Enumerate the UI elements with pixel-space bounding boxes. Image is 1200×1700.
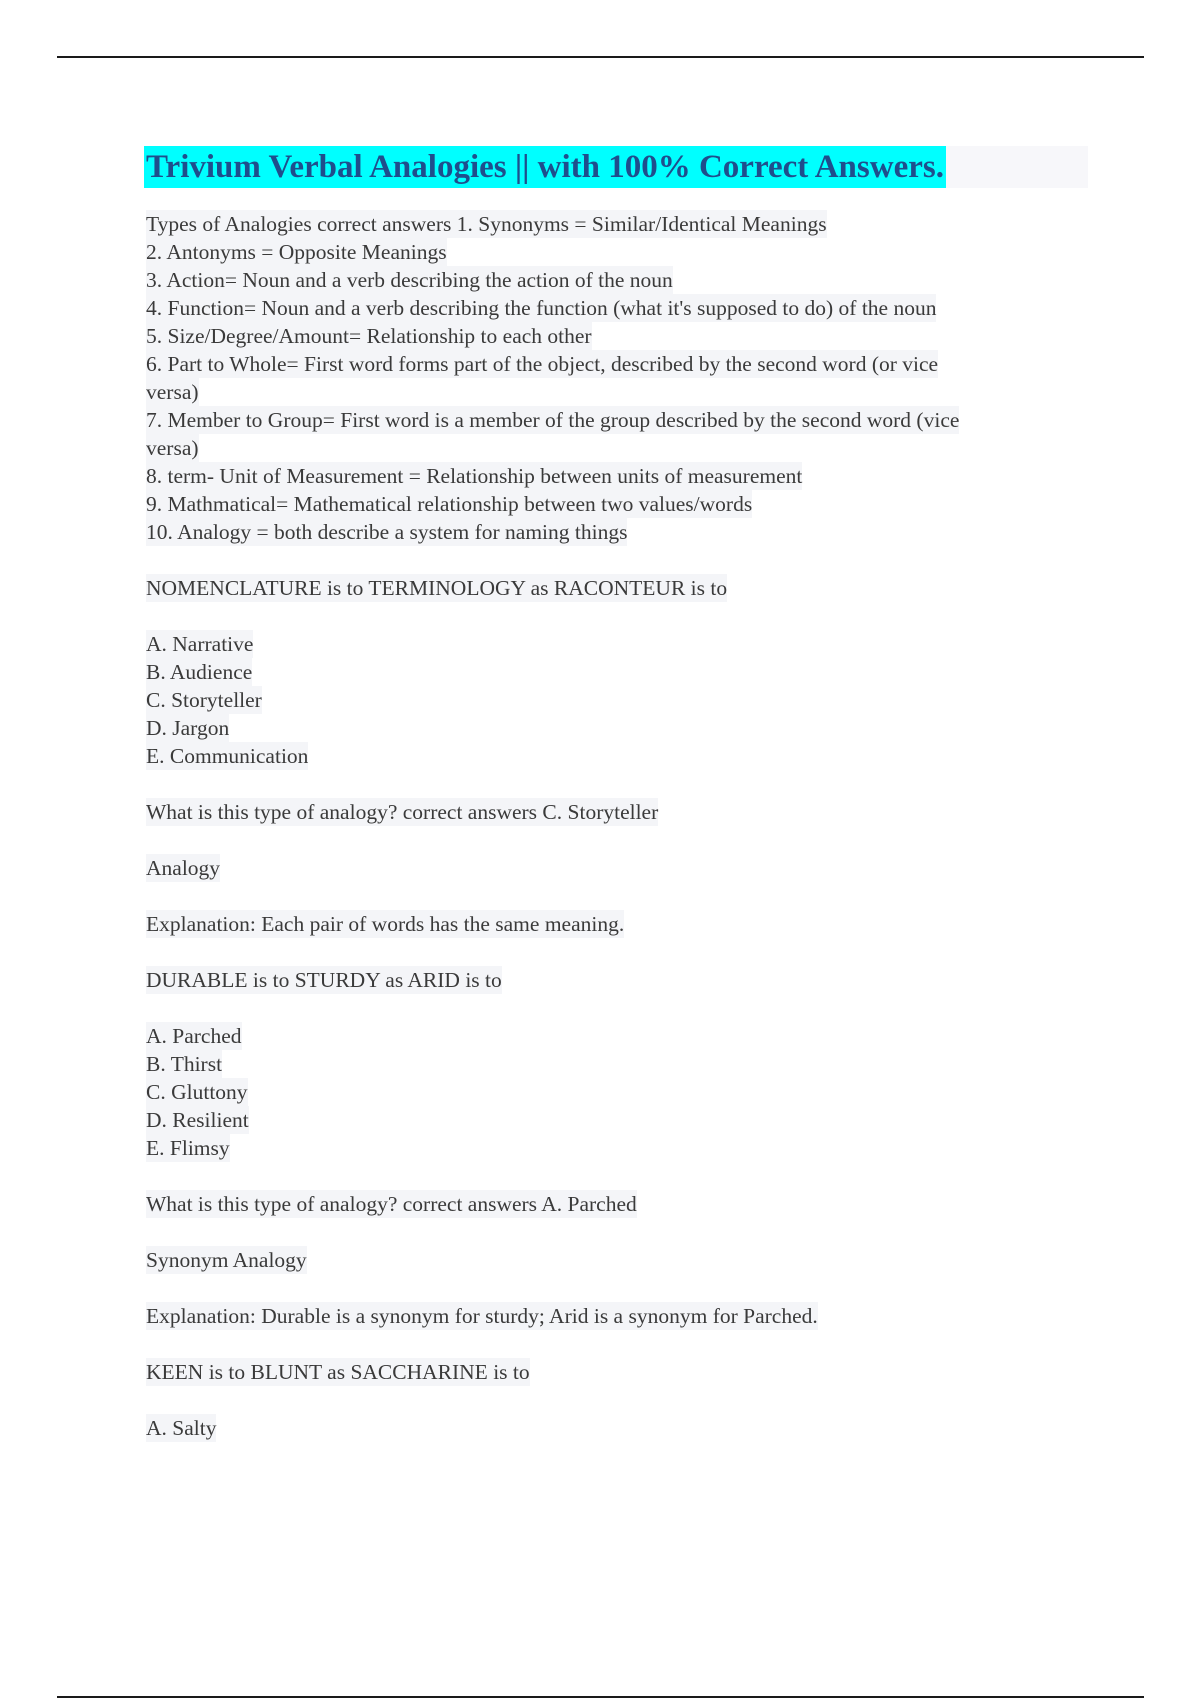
analogy-types-list: [146, 210, 1086, 546]
answer-option: A. Parched: [146, 1024, 242, 1048]
types-intro: Types of Analogies correct answers 1. Synonyms = Similar/Identical Meanings: [146, 212, 827, 236]
type-item: 7. Member to Group= First word is a member of the group described by the second word (vice: [146, 408, 960, 432]
type-item: 4. Function= Noun and a verb describing the function (what it's supposed to do) of the noun: [146, 296, 937, 320]
answer-option: E. Flimsy: [146, 1136, 230, 1160]
document-body: [146, 146, 1086, 1442]
correct-answer: What is this type of analogy? correct answers C. Storyteller: [146, 800, 659, 824]
question-prompt: DURABLE is to STURDY as ARID is to: [146, 968, 502, 992]
answer-option: C. Gluttony: [146, 1080, 248, 1104]
title-bar: [144, 146, 1088, 188]
type-item: 5. Size/Degree/Amount= Relationship to each other: [146, 324, 592, 348]
analogy-type: Analogy: [146, 856, 221, 880]
answer-option: E. Communication: [146, 744, 309, 768]
question-2: [146, 966, 1086, 1330]
bottom-rule: [57, 1696, 1144, 1698]
type-item: 10. Analogy = both describe a system for naming things: [146, 520, 628, 544]
answer-option: D. Jargon: [146, 716, 230, 740]
type-item: 3. Action= Noun and a verb describing the action of the noun: [146, 268, 673, 292]
top-rule: [57, 56, 1144, 58]
correct-answer: What is this type of analogy? correct answers A. Parched: [146, 1192, 637, 1216]
question-prompt: KEEN is to BLUNT as SACCHARINE is to: [146, 1360, 530, 1384]
question-1: [146, 574, 1086, 938]
type-item: 9. Mathmatical= Mathematical relationship between two values/words: [146, 492, 753, 516]
type-item: versa): [146, 436, 199, 460]
answer-option: C. Storyteller: [146, 688, 262, 712]
type-item: versa): [146, 380, 199, 404]
question-prompt: NOMENCLATURE is to TERMINOLOGY as RACONTEUR is to: [146, 576, 728, 600]
type-item: 6. Part to Whole= First word forms part of the object, described by the second word (or vice: [146, 352, 939, 376]
type-item: 2. Antonyms = Opposite Meanings: [146, 240, 447, 264]
explanation: Explanation: Each pair of words has the same meaning.: [146, 912, 625, 936]
answer-option: A. Narrative: [146, 632, 254, 656]
answer-option: D. Resilient: [146, 1108, 249, 1132]
answer-option: B. Thirst: [146, 1052, 223, 1076]
analogy-type: Synonym Analogy: [146, 1248, 307, 1272]
answer-option: B. Audience: [146, 660, 253, 684]
explanation: Explanation: Durable is a synonym for sturdy; Arid is a synonym for Parched.: [146, 1304, 818, 1328]
type-item: 8. term- Unit of Measurement = Relationship between units of measurement: [146, 464, 803, 488]
answer-option: A. Salty: [146, 1416, 217, 1440]
question-3: [146, 1358, 1086, 1442]
document-title: Trivium Verbal Analogies || with 100% Correct Answers.: [144, 146, 946, 188]
